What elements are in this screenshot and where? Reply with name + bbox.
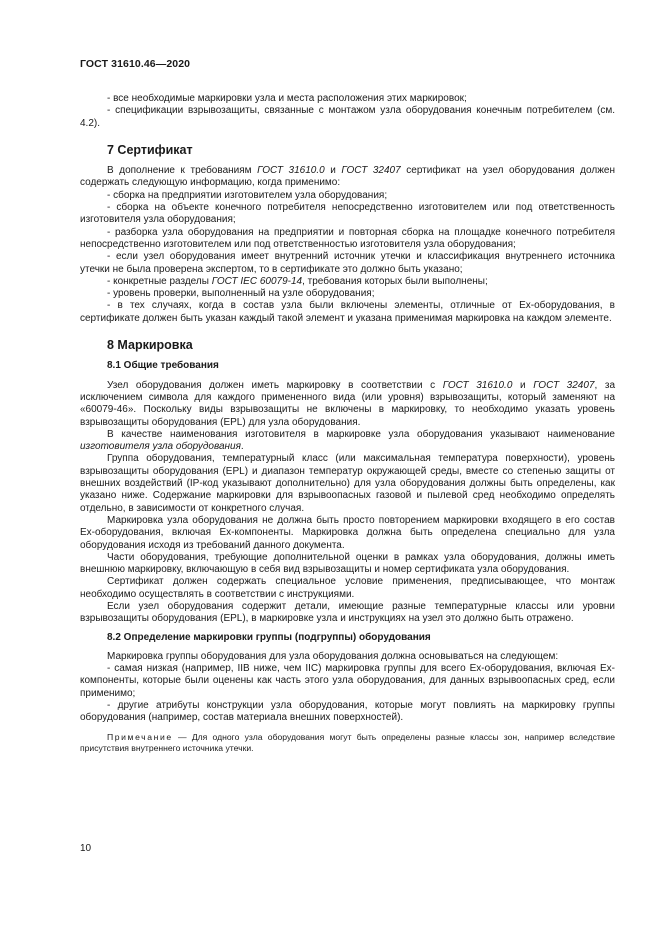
reference: ГОСТ IEC 60079-14 <box>211 275 303 287</box>
section-8-paragraph: В качестве наименования изготовителя в маркировке узла оборудования указывают наименование изготовителя узла оборудования. <box>80 428 615 453</box>
reference: ГОСТ 32407 <box>341 165 401 177</box>
reference: ГОСТ 32407 <box>533 379 595 391</box>
list-item: - уровень проверки, выполненный на узле оборудования; <box>107 288 375 300</box>
section-8-paragraph: Если узел оборудования содержит детали, имеющие разные температурные классы или уровни взрывозащиты оборудования (EPL), в маркировке узла и инструкциях на узел это должно быть отражено. <box>80 600 615 625</box>
intro-item: - все необходимые маркировки узла и места расположения этих маркировок; <box>107 93 467 104</box>
note-label: Примечание <box>107 731 173 742</box>
section-8-2-paragraph: Маркировка группы оборудования для узла оборудования должна основываться на следующем: <box>107 650 559 662</box>
subsection-8-2-title: 8.2 Определение маркировки группы (подгруппы) оборудования <box>107 631 431 643</box>
page-content <box>80 93 615 754</box>
section-7-title: 7 Сертификат <box>107 142 193 157</box>
subsection-8-1-title: 8.1 Общие требования <box>107 360 219 372</box>
list-item: - сборка на объекте конечного потребителя непосредственно изготовителем или под ответственность изготовителя узла оборудования; <box>80 202 615 226</box>
page-number: 10 <box>80 843 92 854</box>
note <box>80 732 615 754</box>
section-8-paragraph: Части оборудования, требующие дополнительной оценки в рамках узла оборудования, должны иметь внешнюю маркировку, включающую в себя вид взрывозащиты и номер сертификата узла оборудования. <box>80 551 615 576</box>
section-7-paragraph: В дополнение к требованиям ГОСТ 31610.0 и ГОСТ 32407 сертификат на узел оборудования должен содержать следующую информацию, когда применимо: <box>80 165 615 189</box>
section-8-paragraph: Группа оборудования, температурный класс (или максимальная температура поверхности), уровень взрывозащиты оборудования (EPL) и диапазон температур окружающей среды, вместе со степенью защиты от внешних воздействий (IP-код указывают дополнительно) для узла оборудования должны быть определены, как указано ниже. Содержание маркировки для взрывоопасных газовой и пылевой сред необходимо определять отдельно, в зависимости от конкретного случая. <box>80 453 615 514</box>
reference: ГОСТ 31610.0 <box>442 379 513 391</box>
list-item: - сборка на предприятии изготовителем узла оборудования; <box>107 189 388 201</box>
list-item: - если узел оборудования имеет внутренний источник утечки и классификация внутреннего источника утечки не была проверена экспертом, то в сертификате это должно быть указано; <box>80 251 615 275</box>
note-text: — Для одного узла оборудования могут быть определены разные классы зон, например вследствие присутствия внутреннего источника утечки. <box>80 731 615 753</box>
list-item: - конкретные разделы ГОСТ IEC 60079-14, требования которых были выполнены; <box>107 275 488 287</box>
section-8-paragraph: Сертификат должен содержать специальное условие применения, предписывающее, что монтаж необходимо осуществлять в соответствии с инструкциями. <box>80 576 615 600</box>
section-8-title: 8 Маркировка <box>107 338 193 353</box>
emphasis: изготовителя узла оборудования <box>80 441 241 453</box>
list-item: - разборка узла оборудования на предприятии и повторная сборка на площадке конечного потребителя непосредственно изготовителем или под ответственностью изготовителя узла оборудования; <box>80 226 615 250</box>
reference: ГОСТ 31610.0 <box>257 165 325 177</box>
list-item: - другие атрибуты конструкции узла оборудования, которые могут повлиять на маркировку группы оборудования (например, состав материала внешних поверхностей). <box>80 700 615 724</box>
document-header: ГОСТ 31610.46—2020 <box>80 58 191 70</box>
section-8-paragraph: Маркировка узла оборудования не должна быть просто повторением маркировки входящего в его состав Ex-оборудования, включая Ex-компоненты. Маркировка должна быть определена специально для узла оборудования исходя из требований данного документа. <box>80 514 615 551</box>
list-item: - самая низкая (например, IIB ниже, чем IIC) маркировка группы для всего Ex-оборудования, включая Ex-компоненты, которые были оценены как часть этого узла оборудования, для данных взрывоопасных сред, если применимо; <box>80 663 615 699</box>
intro-item: - спецификации взрывозащиты, связанные с монтажом узла оборудования конечным потребителем (см. 4.2). <box>80 105 615 129</box>
list-item: - в тех случаях, когда в состав узла были включены элементы, отличные от Ex-оборудования, в сертификате должен быть указан каждый такой элемент и указана применимая маркировка на каждом элементе. <box>80 300 615 324</box>
section-8-paragraph: Узел оборудования должен иметь маркировку в соответствии с ГОСТ 31610.0 и ГОСТ 32407, за исключением символа для каждого примененного вида (или уровня) взрывозащиты, который заменяют на «60079-46». Поскольку виды взрывозащиты не включены в маркировку, то необходимо указать уровень взрывозащиты оборудования (EPL) для узла оборудования. <box>80 379 616 428</box>
